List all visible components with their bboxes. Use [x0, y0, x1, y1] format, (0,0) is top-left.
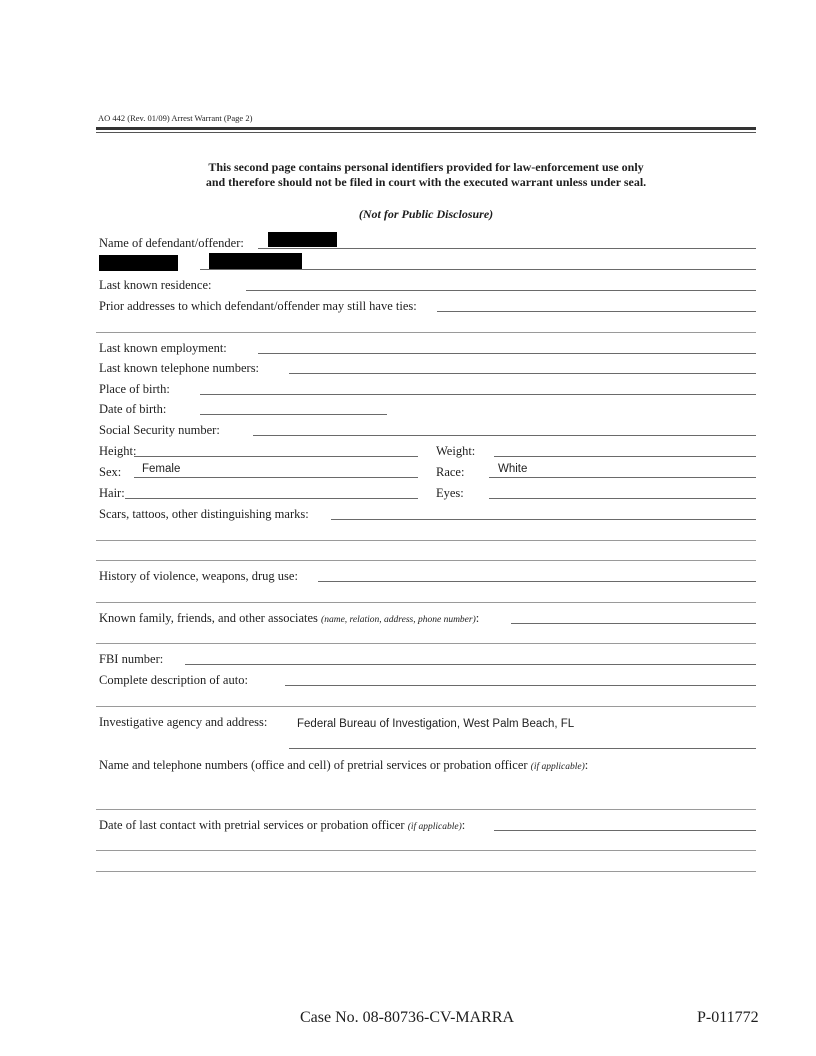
associates-note: (name, relation, address, phone number): [321, 615, 476, 625]
case-number: Case No. 08-80736-CV-MARRA: [300, 1009, 515, 1026]
race-field-line: [489, 477, 756, 478]
last-contact-label-text: Date of last contact with pretrial services or probation officer: [99, 818, 405, 832]
date-of-birth-label: Date of birth:: [99, 402, 167, 416]
form-id: AO 442 (Rev. 01/09) Arrest Warrant (Page 2): [98, 113, 253, 123]
weight-field-line[interactable]: [494, 456, 756, 457]
last-contact-note: (if applicable): [407, 822, 462, 832]
marks-extra-line[interactable]: [96, 540, 756, 541]
hair-label: Hair:: [99, 486, 125, 500]
height-field-line[interactable]: [134, 456, 418, 457]
residence-label: Last known residence:: [99, 278, 212, 292]
marks-extra-line[interactable]: [96, 560, 756, 561]
weight-label: Weight:: [436, 444, 476, 458]
prior-addresses-label: Prior addresses to which defendant/offender may still have ties:: [99, 299, 417, 313]
last-contact-label: [99, 818, 465, 834]
telephone-field-line[interactable]: [289, 373, 756, 374]
pretrial-contact-label: [99, 758, 588, 774]
date-of-birth-field-line[interactable]: [200, 414, 387, 415]
header-rule-thin: [96, 132, 756, 133]
prior-addresses-extra-line[interactable]: [96, 332, 756, 333]
height-label: Height:: [99, 444, 137, 458]
last-contact-field-line[interactable]: [494, 830, 756, 831]
eyes-field-line[interactable]: [489, 498, 756, 499]
pretrial-contact-note: (if applicable): [530, 762, 585, 772]
sex-field-line: [134, 477, 418, 478]
bates-number: P-011772: [697, 1009, 759, 1026]
notice-line-1: This second page contains personal identifiers provided for law-enforcement use only: [208, 160, 644, 174]
pretrial-contact-colon: :: [584, 758, 589, 772]
associates-extra-line[interactable]: [96, 643, 756, 644]
redaction-block: [99, 255, 178, 271]
auto-extra-line[interactable]: [96, 706, 756, 707]
agency-value[interactable]: Federal Bureau of Investigation, West Palm Beach, FL: [297, 718, 575, 730]
auto-label: Complete description of auto:: [99, 673, 248, 687]
redaction-block: [268, 232, 337, 247]
associates-label-text: Known family, friends, and other associates: [99, 611, 318, 625]
history-label: History of violence, weapons, drug use:: [99, 569, 298, 583]
race-label: Race:: [436, 465, 465, 479]
history-extra-line[interactable]: [96, 602, 756, 603]
notice-line-2: and therefore should not be filed in court with the executed warrant unless under seal.: [205, 175, 647, 189]
associates-field-line[interactable]: [511, 623, 756, 624]
employment-label: Last known employment:: [99, 341, 227, 355]
associates-label: [99, 611, 479, 627]
telephone-label: Last known telephone numbers:: [99, 361, 260, 375]
marks-field-line[interactable]: [331, 519, 756, 520]
eyes-label: Eyes:: [436, 486, 464, 500]
last-contact-extra-line[interactable]: [96, 850, 756, 851]
marks-label: Scars, tattoos, other distinguishing marks:: [99, 507, 309, 521]
place-of-birth-field-line[interactable]: [200, 394, 756, 395]
name-field-line[interactable]: [258, 248, 756, 249]
agency-label: Investigative agency and address:: [99, 715, 268, 729]
pretrial-contact-label-text: Name and telephone numbers (office and cell) of pretrial services or probation officer: [99, 758, 528, 772]
name-field-line-2[interactable]: [200, 269, 756, 270]
sex-label: Sex:: [99, 465, 122, 479]
ssn-field-line[interactable]: [253, 435, 756, 436]
race-value[interactable]: White: [498, 463, 528, 475]
residence-field-line[interactable]: [246, 290, 756, 291]
disclosure-note: (Not for Public Disclosure): [358, 207, 494, 221]
fbi-field-line[interactable]: [185, 664, 756, 665]
associates-colon: :: [475, 611, 480, 625]
ssn-label: Social Security number:: [99, 423, 220, 437]
employment-field-line[interactable]: [258, 353, 756, 354]
pretrial-contact-field-line[interactable]: [96, 809, 756, 810]
last-contact-colon: :: [461, 818, 466, 832]
fbi-label: FBI number:: [99, 652, 164, 666]
place-of-birth-label: Place of birth:: [99, 382, 170, 396]
last-contact-extra-line[interactable]: [96, 871, 756, 872]
hair-field-line[interactable]: [125, 498, 418, 499]
agency-field-line: [289, 748, 756, 749]
prior-addresses-field-line[interactable]: [437, 311, 756, 312]
redaction-block: [209, 253, 302, 269]
auto-field-line[interactable]: [285, 685, 756, 686]
header-rule-thick: [96, 127, 756, 130]
history-field-line[interactable]: [318, 581, 756, 582]
name-label: Name of defendant/offender:: [99, 236, 244, 250]
sex-value[interactable]: Female: [142, 463, 181, 475]
